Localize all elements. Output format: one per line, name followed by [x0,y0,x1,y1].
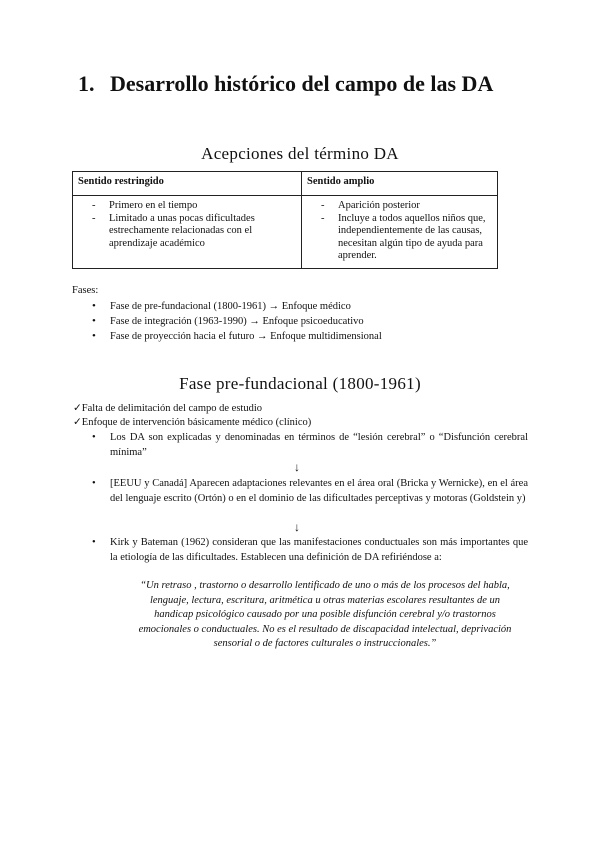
cell-restringido [73,196,302,269]
prefundacional-title: Fase pre-fundacional (1800-1961) [179,374,421,393]
table-header-row [73,172,498,196]
fases-label: Fases: [72,285,99,296]
fases-list [92,299,382,344]
list-item: • Fase de pre-fundacional (1800-1961) → Enfoque médico [92,299,382,314]
cell-amplio [302,196,498,269]
bullet-item [92,477,528,506]
bullet-text: Kirk y Bateman (1962) consideran que las manifestaciones conductuales son más importantes que la etiología de las dificultades. Establecen una definición de DA refiriéndose a: [110,537,528,563]
table-row [73,196,498,269]
arrow-down-icon: ↓ [294,460,300,474]
section-title: Desarrollo histórico del campo de las DA [110,71,494,96]
header-sentido-amplio: Sentido amplio [302,172,498,196]
list-item: - Primero en el tiempo [92,200,296,213]
list-item: - Limitado a unas pocas dificultades estrechamente relacionadas con el aprendizaje académico [92,213,296,251]
header-sentido-restringido: Sentido restringido [73,172,302,196]
bullet-icon: • [92,432,96,443]
section-heading [78,70,538,98]
bullet-item [92,431,528,460]
arrow-down-icon: ↓ [294,520,300,534]
check-item: ✓Falta de delimitación del campo de estudio [73,403,262,414]
section-number: 1. [78,71,95,96]
acepciones-table [72,171,498,269]
bullet-item [92,536,528,565]
bullet-text: Los DA son explicadas y denominadas en términos de “lesión cerebral” o “Disfunción cerebral mínima” [110,432,528,458]
list-item: - Aparición posterior [321,200,492,213]
checks-list [73,402,311,430]
list-item: • Fase de integración (1963-1990) → Enfoque psicoeducativo [92,314,382,329]
bullet-icon: • [92,537,96,548]
bullet-text: [EEUU y Canadá] Aparecen adaptaciones relevantes en el área oral (Bricka y Wernicke), en el área del lenguaje escrito (Ortón) o en el dominio de las dificultades perceptivas y motoras (Goldstein y) [110,478,528,504]
list-item: - Incluye a todos aquellos niños que, independientemente de las causas, necesitan algún tipo de ayuda para aprender. [321,213,492,263]
list-item: • Fase de proyección hacia el futuro → Enfoque multidimensional [92,329,382,344]
check-item: ✓Enfoque de intervención básicamente médico (clínico) [73,417,312,428]
acepciones-title: Acepciones del término DA [201,144,399,163]
da-definition-quote: “Un retraso , trastorno o desarrollo lentificado de uno o más de los procesos del habla, lenguaje, lectura, escritura, aritmética u otras materias escolares resultantes de un handicap psicológico causado por una posible disfunción cerebral y/o trastornos emocionales o conductuales. No es el resultado de discapacidad intelectual, deprivación sensorial o de factores culturales o instruccionales.” [138,580,512,649]
bullet-icon: • [92,478,96,489]
